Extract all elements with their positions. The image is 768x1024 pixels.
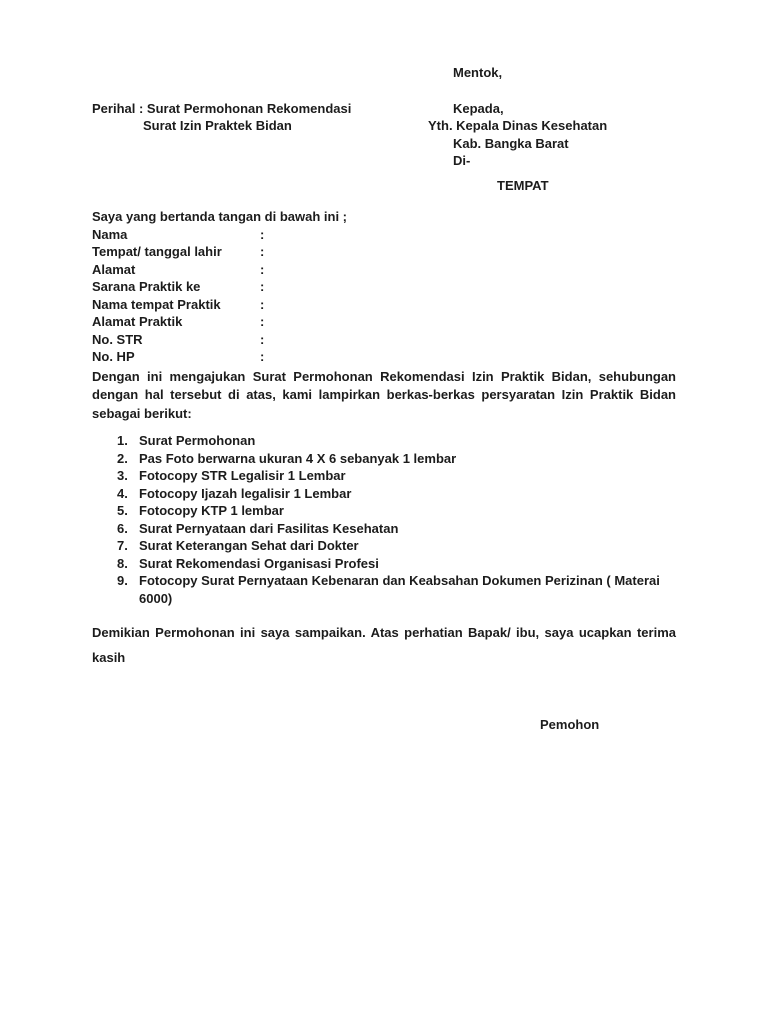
field-row-sarana-praktik — [92, 278, 676, 296]
field-value — [274, 313, 676, 331]
item-text: Fotocopy KTP 1 lembar — [139, 503, 284, 518]
field-label: No. HP — [92, 349, 135, 364]
field-colon: : — [260, 314, 265, 329]
field-label: Tempat/ tanggal lahir — [92, 244, 222, 259]
field-row-alamat-praktik — [92, 313, 676, 331]
opening-line: Saya yang bertanda tangan di bawah ini ; — [92, 209, 347, 224]
item-number: 2. — [117, 450, 128, 466]
item-number: 4. — [117, 485, 128, 501]
field-colon: : — [260, 331, 265, 347]
field-colon: : — [260, 244, 265, 259]
field-colon: : — [260, 279, 265, 294]
item-text: Fotocopy STR Legalisir 1 Lembar — [139, 468, 346, 483]
list-item — [117, 450, 676, 468]
field-colon: : — [260, 226, 265, 242]
subject-line-2: Surat Izin Praktek Bidan — [143, 118, 292, 133]
list-item — [117, 502, 676, 520]
field-row-alamat — [92, 261, 676, 279]
item-number: 1. — [117, 433, 128, 448]
field-colon: : — [260, 349, 265, 364]
body-paragraph: Dengan ini mengajukan Surat Permohonan Rekomendasi Izin Praktik Bidan, sehubungan dengan hal tersebut di atas, kami lampirkan berkas-berkas persyaratan Izin Praktik Bidan sebagai berikut: — [92, 368, 676, 421]
item-number: 8. — [117, 555, 128, 571]
field-row-nama-tempat-praktik — [92, 296, 676, 314]
field-label: Sarana Praktik ke — [92, 279, 201, 294]
item-number: 6. — [117, 520, 128, 536]
item-text: Surat Rekomendasi Organisasi Profesi — [139, 555, 379, 571]
list-item — [117, 432, 676, 450]
identity-fields — [92, 226, 676, 366]
field-label: Nama tempat Praktik — [92, 296, 221, 312]
field-label: Alamat Praktik — [92, 314, 183, 329]
list-item — [117, 485, 676, 503]
item-text: Surat Pernyataan dari Fasilitas Kesehatan — [139, 520, 399, 536]
recipient-tempat: TEMPAT — [497, 177, 549, 193]
list-item — [117, 537, 676, 555]
item-number: 7. — [117, 538, 128, 553]
attachments-list — [117, 432, 676, 607]
field-value — [274, 296, 676, 314]
item-text: Pas Foto berwarna ukuran 4 X 6 sebanyak 1 lembar — [139, 450, 457, 466]
closing-paragraph: Demikian Permohonan ini saya sampaikan. Atas perhatian Bapak/ ibu, saya ucapkan terima kasih — [92, 625, 676, 665]
recipient-kepada: Kepada, — [453, 100, 504, 116]
field-label: Alamat — [92, 261, 136, 277]
item-number: 9. — [117, 573, 128, 588]
item-text: Fotocopy Surat Pernyataan Kebenaran dan Keabsahan Dokumen Perizinan ( Materai 6000) — [139, 573, 660, 606]
subject-block — [92, 100, 428, 195]
recipient-kab: Kab. Bangka Barat — [453, 135, 569, 151]
field-label: Nama — [92, 226, 128, 242]
field-label: No. STR — [92, 331, 143, 347]
field-colon: : — [260, 261, 265, 277]
field-value — [274, 348, 676, 366]
field-row-no-hp — [92, 348, 676, 366]
item-text: Surat Keterangan Sehat dari Dokter — [139, 538, 359, 553]
item-number: 5. — [117, 503, 128, 518]
item-text: Surat Permohonan — [139, 433, 256, 448]
field-value — [274, 278, 676, 296]
field-row-no-str — [92, 331, 676, 349]
field-colon: : — [260, 296, 265, 312]
list-item — [117, 520, 676, 538]
field-value — [274, 243, 676, 261]
city-date-line: Mentok, — [453, 65, 503, 80]
field-value — [274, 226, 676, 244]
letter-header — [92, 100, 676, 195]
list-item — [117, 467, 676, 485]
item-number: 3. — [117, 468, 128, 483]
field-row-tempat-tanggal-lahir — [92, 243, 676, 261]
subject-line-1: Perihal : Surat Permohonan Rekomendasi — [92, 100, 352, 116]
field-value — [274, 331, 676, 349]
recipient-di: Di- — [453, 153, 471, 168]
recipient-yth: Yth. Kepala Dinas Kesehatan — [428, 118, 608, 133]
item-text: Fotocopy Ijazah legalisir 1 Lembar — [139, 485, 352, 501]
list-item — [117, 572, 676, 607]
field-value — [274, 261, 676, 279]
field-row-nama — [92, 226, 676, 244]
list-item — [117, 555, 676, 573]
signature-label: Pemohon — [540, 717, 600, 732]
recipient-block — [428, 100, 676, 195]
